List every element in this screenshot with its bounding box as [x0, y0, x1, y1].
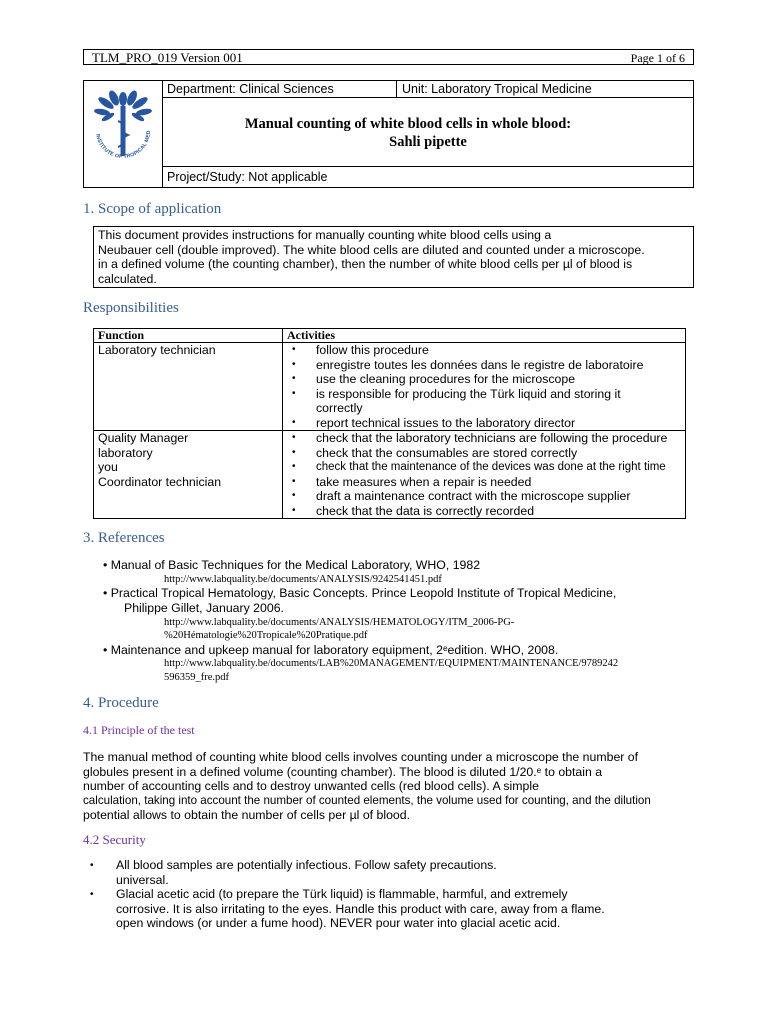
svg-text:INSTITUTE OF TROPICAL MEDICINE: INSTITUTE OF TROPICAL MED	[94, 130, 153, 161]
document-header	[83, 80, 694, 188]
bullet-line: universal.	[116, 872, 169, 887]
document-id: TLM_PRO_019 Version 001	[92, 50, 243, 65]
table-row	[94, 431, 686, 519]
security-bullet	[116, 887, 605, 931]
scope-line: Neubauer cell (double improved). The white blood cells are diluted and counted under a microscope.	[98, 242, 645, 257]
bullet-line: All blood samples are potentially infectious. Follow safety precautions.	[116, 858, 497, 872]
principle-paragraph	[83, 750, 693, 823]
reference-item: • Maintenance and upkeep manual for laboratory equipment, 2ᵉedition. WHO, 2008.	[103, 643, 559, 657]
reference-link-continued[interactable]: 596359_fre.pdf	[164, 672, 230, 683]
list-item: • check that the laboratory technicians are following the procedure	[287, 431, 681, 446]
bullet-icon: •	[90, 860, 94, 871]
title-line-1: Manual counting of white blood cells in whole blood:	[244, 116, 572, 132]
reference-link[interactable]: http://www.labquality.be/documents/ANALYSIS/9242541451.pdf	[164, 574, 442, 585]
list-item: • report technical issues to the laboratory director	[287, 416, 681, 431]
unit-cell: Unit: Laboratory Tropical Medicine	[397, 81, 693, 98]
reference-link[interactable]: http://www.labquality.be/documents/LAB%20MANAGEMENT/EQUIPMENT/MAINTENANCE/9789242	[164, 658, 619, 669]
security-bullet	[116, 858, 497, 887]
table-row	[94, 343, 686, 431]
paragraph-line: The manual method of counting white blood cells involves counting under a microscope the number of	[83, 750, 639, 764]
bullet-line: open windows (or under a fume hood). NEVER pour water into glacial acetic acid.	[116, 916, 561, 930]
reference-item-continued: Philippe Gillet, January 2006.	[124, 601, 284, 615]
list-item: • check that the data is correctly recorded	[287, 504, 681, 519]
department-cell: Department: Clinical Sciences	[163, 81, 397, 98]
paragraph-line: potential allows to obtain the number of cells per µl of blood.	[83, 808, 410, 822]
reference-link[interactable]: http://www.labquality.be/documents/ANALYSIS/HEMATOLOGY/ITM_2006-PG-	[164, 617, 515, 628]
list-item: • enregistre toutes les données dans le registre de laboratoire	[287, 358, 681, 373]
scope-line: calculated.	[98, 271, 157, 286]
references-heading: 3. References	[83, 530, 165, 546]
reference-link-continued[interactable]: %20Hématologie%20Tropicale%20Pratique.pdf	[164, 630, 368, 641]
list-item: • take measures when a repair is needed	[287, 475, 681, 490]
table-header-row	[94, 329, 686, 343]
function-cell: Laboratory technician	[94, 343, 283, 431]
scope-heading: 1. Scope of application	[83, 201, 222, 217]
scope-line: in a defined volume (the counting chamber), then the number of white blood cells per µl of blood is	[98, 257, 633, 271]
activities-cell	[283, 431, 686, 519]
function-line: Coordinator technician	[98, 474, 222, 489]
page-number: Page 1 of 6	[630, 51, 685, 65]
security-subheading: 4.2 Security	[83, 832, 146, 847]
function-line: laboratory	[98, 445, 153, 460]
bullet-line: Glacial acetic acid (to prepare the Türk liquid) is flammable, harmful, and extremely	[116, 887, 568, 901]
bullet-icon: •	[90, 889, 94, 900]
document-version-bar	[83, 49, 694, 65]
bullet-line: corrosive. It is also irritating to the eyes. Handle this product with care, away from a flame.	[116, 901, 605, 916]
responsibilities-heading: Responsibilities	[83, 300, 179, 316]
title-line-2: Sahli pipette	[389, 134, 467, 150]
paragraph-line: number of accounting cells and to destroy unwanted cells (red blood cells). A simple	[83, 779, 539, 793]
function-cell	[94, 431, 283, 519]
scope-line: This document provides instructions for manually counting white blood cells using a	[98, 228, 552, 242]
function-line: you	[98, 460, 118, 474]
procedure-heading: 4. Procedure	[83, 695, 159, 711]
document-title	[163, 99, 693, 167]
project-cell: Project/Study: Not applicable	[167, 170, 328, 184]
list-item: • is responsible for producing the Türk liquid and storing it correctly	[287, 387, 681, 416]
function-line: Quality Manager	[98, 431, 189, 445]
activities-column-header: Activities	[283, 329, 686, 343]
responsibilities-table	[93, 328, 686, 519]
list-item: • check that the maintenance of the devices was done at the right time	[287, 460, 681, 475]
paragraph-line: globules present in a defined volume (counting chamber). The blood is diluted 1/20.ᵉ to obtain a	[83, 764, 603, 779]
function-column-header: Function	[94, 329, 283, 343]
activities-cell	[283, 343, 686, 431]
palm-tree-logo-icon	[84, 81, 162, 187]
reference-item: • Manual of Basic Techniques for the Medical Laboratory, WHO, 1982	[103, 558, 481, 572]
institute-logo	[84, 81, 163, 187]
list-item: • draft a maintenance contract with the microscope supplier	[287, 489, 681, 504]
scope-box	[93, 226, 694, 288]
reference-item: • Practical Tropical Hematology, Basic Concepts. Prince Leopold Institute of Tropical Medicine,	[103, 586, 617, 600]
paragraph-line: calculation, taking into account the number of counted elements, the volume used for counting, and the dilution	[83, 793, 651, 807]
list-item: • check that the consumables are stored correctly	[287, 446, 681, 461]
list-item: • follow this procedure	[287, 343, 681, 358]
list-item: • use the cleaning procedures for the microscope	[287, 372, 681, 387]
principle-subheading: 4.1 Principle of the test	[83, 723, 195, 737]
